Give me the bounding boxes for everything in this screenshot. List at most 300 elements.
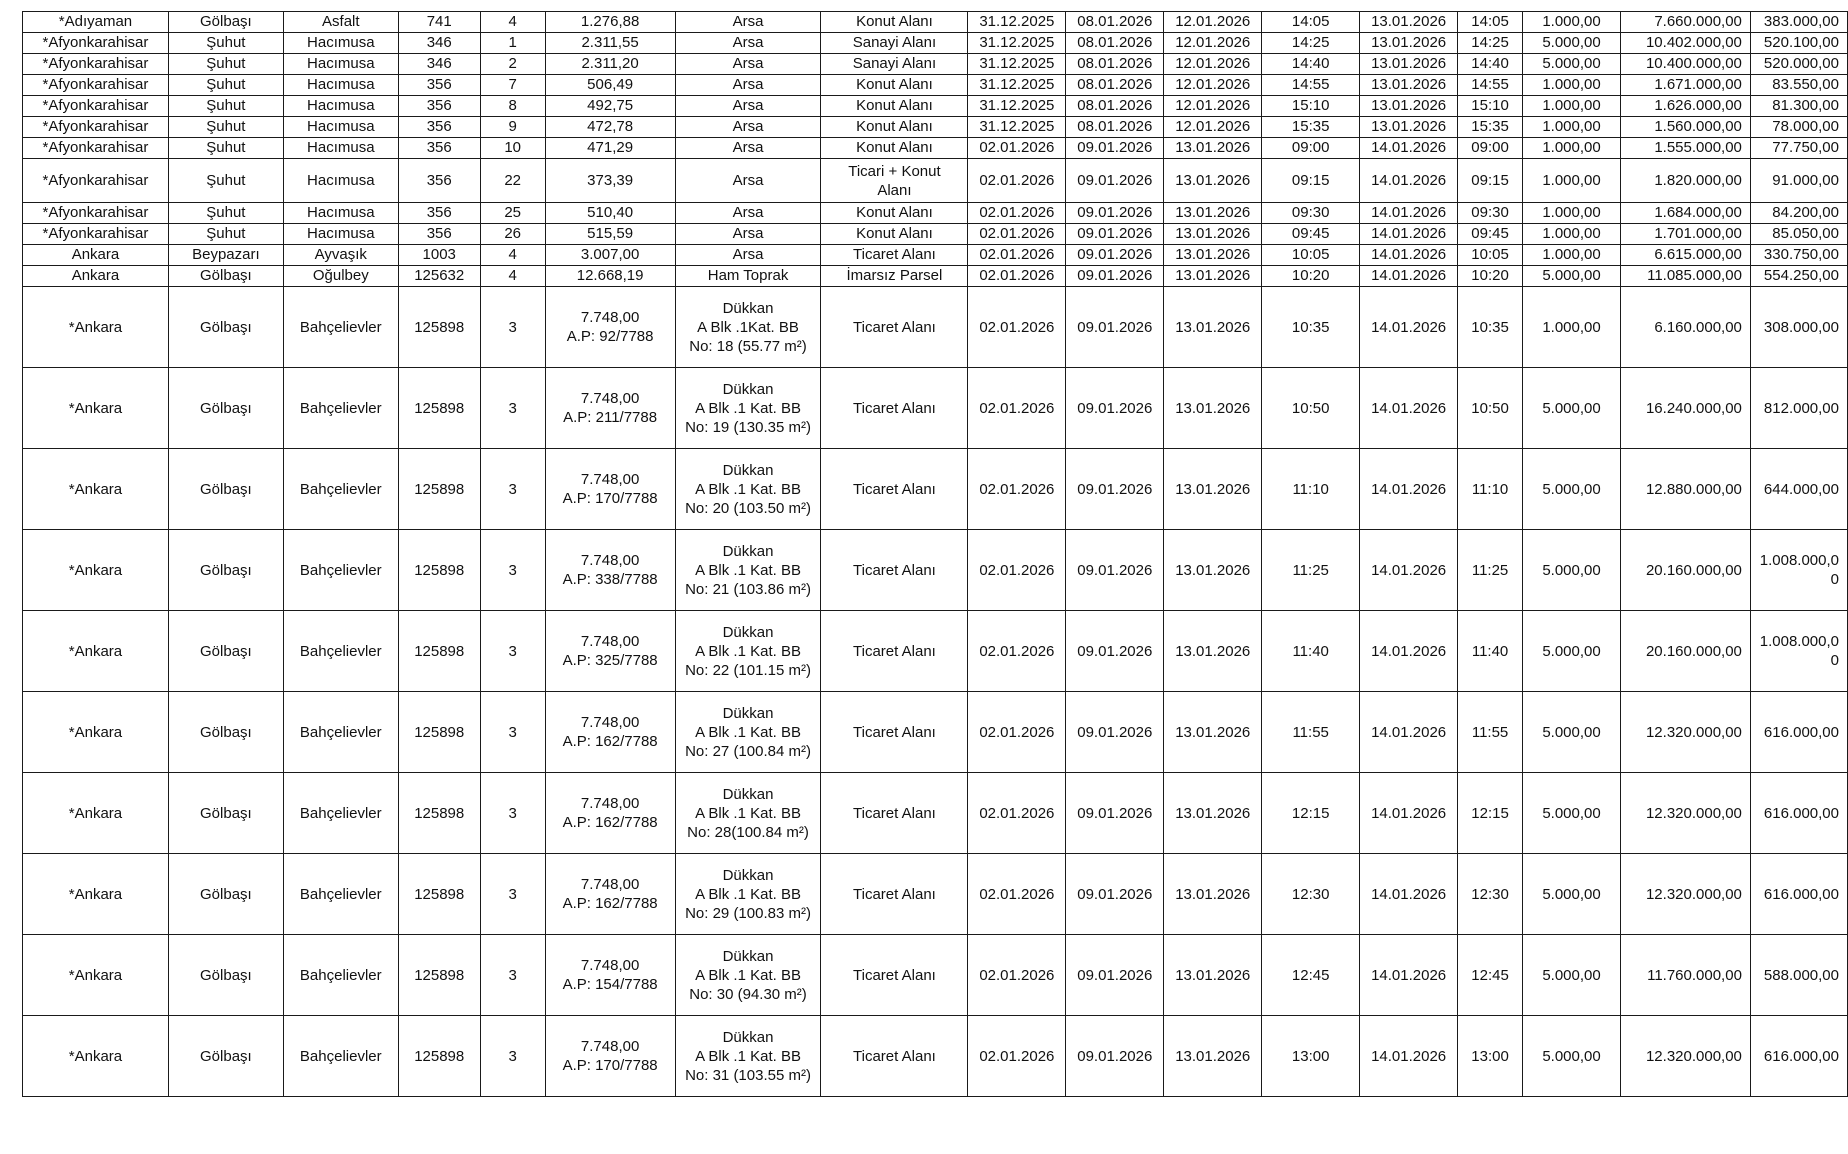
cell-neighborhood: Hacımusa	[283, 117, 398, 138]
cell-time-2: 10:35	[1458, 287, 1523, 368]
cell-property-type-line: A Blk .1 Kat. BB	[695, 804, 801, 822]
cell-area-line: 472,78	[587, 118, 634, 135]
cell-area	[545, 75, 675, 96]
cell-date-1: 02.01.2026	[968, 287, 1066, 368]
cell-date-3: 12.01.2026	[1164, 12, 1262, 33]
cell-area	[545, 203, 675, 224]
cell-zoning-line: Konut Alanı	[856, 76, 933, 93]
cell-neighborhood: Bahçelievler	[283, 530, 398, 611]
cell-province: *Adıyaman	[23, 12, 169, 33]
table-row	[23, 138, 1848, 159]
cell-area-line: 7.748,00	[580, 714, 640, 731]
cell-area-line: 7.748,00	[580, 633, 640, 650]
cell-date-1: 31.12.2025	[968, 75, 1066, 96]
cell-date-4: 13.01.2026	[1360, 96, 1458, 117]
table-row	[23, 203, 1848, 224]
cell-deposit: 644.000,00	[1750, 449, 1847, 530]
cell-zoning-line: Ticaret Alanı	[853, 804, 936, 822]
cell-time-2: 13:00	[1458, 1016, 1523, 1097]
cell-deposit: 1.008.000,00	[1750, 611, 1847, 692]
cell-area-line: A.P: 325/7788	[562, 652, 658, 669]
cell-property-type-line: Arsa	[732, 204, 764, 221]
cell-date-1: 02.01.2026	[968, 530, 1066, 611]
cell-time-2: 10:50	[1458, 368, 1523, 449]
cell-zoning	[821, 54, 968, 75]
cell-time-2: 09:15	[1458, 159, 1523, 203]
cell-time-1: 14:55	[1262, 75, 1360, 96]
cell-property-type-line: Arsa	[732, 246, 764, 263]
cell-property-type-line: A Blk .1 Kat. BB	[695, 561, 801, 579]
cell-block-no: 356	[398, 117, 480, 138]
cell-estimated-value: 12.880.000,00	[1620, 449, 1750, 530]
cell-zoning-line: Konut Alanı	[856, 97, 933, 114]
cell-parcel-no: 3	[480, 773, 545, 854]
cell-bid-increment: 5.000,00	[1523, 935, 1621, 1016]
cell-parcel-no: 8	[480, 96, 545, 117]
cell-estimated-value: 7.660.000,00	[1620, 12, 1750, 33]
cell-block-no: 1003	[398, 245, 480, 266]
cell-deposit: 85.050,00	[1750, 224, 1847, 245]
cell-deposit: 520.000,00	[1750, 54, 1847, 75]
cell-deposit: 588.000,00	[1750, 935, 1847, 1016]
cell-time-2: 10:05	[1458, 245, 1523, 266]
cell-province: *Afyonkarahisar	[23, 33, 169, 54]
cell-property-type-line: Arsa	[732, 118, 764, 135]
cell-parcel-no: 7	[480, 75, 545, 96]
cell-deposit: 84.200,00	[1750, 203, 1847, 224]
cell-zoning	[821, 266, 968, 287]
cell-bid-increment: 5.000,00	[1523, 1016, 1621, 1097]
cell-property-type-line: Dükkan	[722, 542, 774, 560]
cell-province: *Ankara	[23, 854, 169, 935]
cell-property-type	[675, 54, 821, 75]
cell-area-line: A.P: 92/7788	[566, 328, 654, 345]
cell-deposit: 330.750,00	[1750, 245, 1847, 266]
cell-time-1: 10:20	[1262, 266, 1360, 287]
cell-property-type-line: No: 22 (101.15 m²)	[685, 661, 811, 679]
cell-bid-increment: 1.000,00	[1523, 203, 1621, 224]
cell-estimated-value: 10.402.000,00	[1620, 33, 1750, 54]
cell-deposit: 812.000,00	[1750, 368, 1847, 449]
cell-time-1: 15:35	[1262, 117, 1360, 138]
cell-time-1: 09:30	[1262, 203, 1360, 224]
cell-zoning-line: Ticaret Alanı	[853, 966, 936, 984]
cell-area-line: 515,59	[587, 225, 634, 242]
cell-area-line: 3.007,00	[580, 246, 640, 263]
cell-neighborhood: Hacımusa	[283, 33, 398, 54]
cell-date-3: 12.01.2026	[1164, 117, 1262, 138]
cell-parcel-no: 4	[480, 12, 545, 33]
table-row	[23, 1016, 1848, 1097]
cell-time-1: 15:10	[1262, 96, 1360, 117]
cell-area-line: 7.748,00	[580, 390, 640, 407]
cell-time-1: 11:55	[1262, 692, 1360, 773]
cell-property-type-line: A Blk .1 Kat. BB	[695, 399, 801, 417]
cell-date-1: 02.01.2026	[968, 935, 1066, 1016]
cell-estimated-value: 20.160.000,00	[1620, 530, 1750, 611]
cell-time-1: 11:40	[1262, 611, 1360, 692]
cell-block-no: 356	[398, 159, 480, 203]
cell-zoning	[821, 245, 968, 266]
cell-date-4: 13.01.2026	[1360, 54, 1458, 75]
cell-date-4: 14.01.2026	[1360, 773, 1458, 854]
cell-zoning	[821, 692, 968, 773]
cell-estimated-value: 6.615.000,00	[1620, 245, 1750, 266]
cell-zoning-line: Ticari + Konut	[848, 162, 941, 180]
cell-time-2: 09:00	[1458, 138, 1523, 159]
cell-zoning	[821, 935, 968, 1016]
cell-time-1: 14:05	[1262, 12, 1360, 33]
cell-block-no: 125632	[398, 266, 480, 287]
cell-area	[545, 935, 675, 1016]
cell-zoning	[821, 368, 968, 449]
cell-date-4: 14.01.2026	[1360, 611, 1458, 692]
cell-bid-increment: 5.000,00	[1523, 854, 1621, 935]
cell-time-2: 12:30	[1458, 854, 1523, 935]
cell-date-2: 09.01.2026	[1066, 935, 1164, 1016]
table-row	[23, 611, 1848, 692]
cell-block-no: 125898	[398, 692, 480, 773]
cell-date-1: 02.01.2026	[968, 203, 1066, 224]
cell-area-line: 510,40	[587, 204, 634, 221]
cell-province: *Ankara	[23, 530, 169, 611]
cell-property-type-line: A Blk .1 Kat. BB	[695, 480, 801, 498]
cell-area-line: A.P: 162/7788	[562, 733, 658, 750]
cell-time-2: 11:40	[1458, 611, 1523, 692]
cell-date-4: 13.01.2026	[1360, 12, 1458, 33]
cell-neighborhood: Bahçelievler	[283, 1016, 398, 1097]
cell-province: *Afyonkarahisar	[23, 96, 169, 117]
cell-time-2: 14:05	[1458, 12, 1523, 33]
cell-time-1: 10:50	[1262, 368, 1360, 449]
cell-property-type-line: Arsa	[732, 139, 764, 156]
cell-property-type-line: No: 31 (103.55 m²)	[685, 1066, 811, 1084]
cell-date-3: 13.01.2026	[1164, 203, 1262, 224]
property-auction-table	[22, 11, 1848, 1097]
cell-neighborhood: Asfalt	[283, 12, 398, 33]
cell-property-type-line: Dükkan	[722, 785, 774, 803]
cell-bid-increment: 5.000,00	[1523, 266, 1621, 287]
cell-property-type-line: No: 28(100.84 m²)	[687, 823, 809, 841]
cell-date-3: 13.01.2026	[1164, 224, 1262, 245]
cell-date-2: 09.01.2026	[1066, 692, 1164, 773]
cell-date-4: 14.01.2026	[1360, 159, 1458, 203]
cell-date-4: 14.01.2026	[1360, 266, 1458, 287]
cell-area-line: 373,39	[587, 172, 634, 189]
cell-block-no: 125898	[398, 287, 480, 368]
cell-block-no: 356	[398, 75, 480, 96]
cell-date-3: 13.01.2026	[1164, 1016, 1262, 1097]
cell-area-line: 2.311,55	[581, 34, 639, 51]
cell-block-no: 125898	[398, 773, 480, 854]
cell-parcel-no: 10	[480, 138, 545, 159]
cell-time-1: 09:15	[1262, 159, 1360, 203]
cell-neighborhood: Bahçelievler	[283, 449, 398, 530]
table-row	[23, 530, 1848, 611]
cell-date-3: 13.01.2026	[1164, 611, 1262, 692]
cell-property-type	[675, 773, 821, 854]
cell-date-1: 31.12.2025	[968, 33, 1066, 54]
cell-zoning-line: Ticaret Alanı	[853, 885, 936, 903]
table-row	[23, 12, 1848, 33]
cell-date-3: 13.01.2026	[1164, 935, 1262, 1016]
cell-province: *Ankara	[23, 287, 169, 368]
cell-date-4: 13.01.2026	[1360, 117, 1458, 138]
cell-date-2: 09.01.2026	[1066, 159, 1164, 203]
cell-bid-increment: 5.000,00	[1523, 449, 1621, 530]
cell-date-4: 14.01.2026	[1360, 935, 1458, 1016]
cell-zoning	[821, 33, 968, 54]
table-row	[23, 266, 1848, 287]
cell-parcel-no: 4	[480, 245, 545, 266]
cell-province: Ankara	[23, 245, 169, 266]
cell-province: *Ankara	[23, 449, 169, 530]
cell-zoning	[821, 138, 968, 159]
cell-district: Şuhut	[168, 203, 283, 224]
table-body	[23, 12, 1848, 1097]
cell-province: Ankara	[23, 266, 169, 287]
cell-date-1: 02.01.2026	[968, 266, 1066, 287]
cell-zoning	[821, 449, 968, 530]
cell-property-type-line: Arsa	[732, 172, 764, 189]
cell-deposit: 91.000,00	[1750, 159, 1847, 203]
cell-estimated-value: 10.400.000,00	[1620, 54, 1750, 75]
cell-bid-increment: 1.000,00	[1523, 117, 1621, 138]
cell-parcel-no: 1	[480, 33, 545, 54]
cell-zoning	[821, 773, 968, 854]
cell-area	[545, 96, 675, 117]
cell-date-1: 02.01.2026	[968, 692, 1066, 773]
cell-date-1: 02.01.2026	[968, 138, 1066, 159]
cell-parcel-no: 2	[480, 54, 545, 75]
cell-time-1: 12:30	[1262, 854, 1360, 935]
cell-deposit: 554.250,00	[1750, 266, 1847, 287]
cell-area	[545, 54, 675, 75]
cell-estimated-value: 1.701.000,00	[1620, 224, 1750, 245]
cell-date-4: 14.01.2026	[1360, 245, 1458, 266]
cell-property-type-line: Arsa	[732, 97, 764, 114]
cell-date-3: 13.01.2026	[1164, 245, 1262, 266]
cell-area	[545, 611, 675, 692]
cell-property-type	[675, 266, 821, 287]
cell-date-3: 13.01.2026	[1164, 138, 1262, 159]
cell-date-1: 02.01.2026	[968, 773, 1066, 854]
cell-zoning-line: Konut Alanı	[856, 204, 933, 221]
cell-time-2: 14:40	[1458, 54, 1523, 75]
cell-block-no: 125898	[398, 368, 480, 449]
cell-area-line: 7.748,00	[580, 552, 640, 569]
cell-block-no: 125898	[398, 611, 480, 692]
cell-area	[545, 530, 675, 611]
cell-parcel-no: 3	[480, 935, 545, 1016]
cell-block-no: 125898	[398, 1016, 480, 1097]
cell-area-line: A.P: 162/7788	[562, 895, 658, 912]
cell-zoning-line: Konut Alanı	[856, 225, 933, 242]
cell-district: Şuhut	[168, 224, 283, 245]
cell-block-no: 346	[398, 54, 480, 75]
cell-zoning	[821, 203, 968, 224]
cell-time-1: 14:40	[1262, 54, 1360, 75]
cell-date-3: 13.01.2026	[1164, 449, 1262, 530]
cell-date-4: 14.01.2026	[1360, 368, 1458, 449]
cell-zoning	[821, 224, 968, 245]
cell-parcel-no: 26	[480, 224, 545, 245]
cell-time-1: 11:25	[1262, 530, 1360, 611]
cell-area-line: 7.748,00	[580, 1038, 640, 1055]
cell-estimated-value: 6.160.000,00	[1620, 287, 1750, 368]
cell-date-1: 02.01.2026	[968, 224, 1066, 245]
table-row	[23, 75, 1848, 96]
cell-time-2: 12:15	[1458, 773, 1523, 854]
cell-block-no: 356	[398, 203, 480, 224]
cell-district: Gölbaşı	[168, 773, 283, 854]
cell-property-type-line: A Blk .1 Kat. BB	[695, 642, 801, 660]
cell-property-type	[675, 449, 821, 530]
cell-zoning-line: Ticaret Alanı	[853, 399, 936, 417]
cell-area-line: 492,75	[587, 97, 634, 114]
cell-property-type	[675, 138, 821, 159]
table-row	[23, 33, 1848, 54]
cell-date-2: 09.01.2026	[1066, 224, 1164, 245]
cell-property-type-line: Dükkan	[722, 299, 774, 317]
cell-time-1: 09:00	[1262, 138, 1360, 159]
cell-neighborhood: Bahçelievler	[283, 287, 398, 368]
cell-estimated-value: 12.320.000,00	[1620, 854, 1750, 935]
cell-property-type	[675, 1016, 821, 1097]
cell-block-no: 356	[398, 96, 480, 117]
cell-deposit: 520.100,00	[1750, 33, 1847, 54]
cell-time-1: 14:25	[1262, 33, 1360, 54]
cell-time-2: 12:45	[1458, 935, 1523, 1016]
cell-bid-increment: 1.000,00	[1523, 245, 1621, 266]
cell-area	[545, 33, 675, 54]
cell-district: Gölbaşı	[168, 530, 283, 611]
cell-area-line: A.P: 154/7788	[562, 976, 658, 993]
cell-time-2: 11:25	[1458, 530, 1523, 611]
cell-zoning-line: Ticaret Alanı	[853, 642, 936, 660]
cell-bid-increment: 5.000,00	[1523, 611, 1621, 692]
cell-neighborhood: Bahçelievler	[283, 611, 398, 692]
cell-property-type-line: Arsa	[732, 34, 764, 51]
cell-date-1: 02.01.2026	[968, 368, 1066, 449]
cell-date-2: 09.01.2026	[1066, 449, 1164, 530]
cell-deposit: 308.000,00	[1750, 287, 1847, 368]
cell-estimated-value: 11.085.000,00	[1620, 266, 1750, 287]
cell-district: Şuhut	[168, 33, 283, 54]
cell-property-type-line: Arsa	[732, 55, 764, 72]
cell-parcel-no: 3	[480, 854, 545, 935]
cell-property-type-line: No: 30 (94.30 m²)	[689, 985, 807, 1003]
cell-property-type	[675, 33, 821, 54]
cell-area	[545, 159, 675, 203]
cell-property-type-line: Arsa	[732, 76, 764, 93]
cell-property-type-line: Arsa	[732, 13, 764, 30]
cell-property-type-line: No: 21 (103.86 m²)	[685, 580, 811, 598]
cell-property-type	[675, 368, 821, 449]
cell-date-3: 13.01.2026	[1164, 266, 1262, 287]
cell-district: Şuhut	[168, 117, 283, 138]
cell-property-type-line: No: 19 (130.35 m²)	[685, 418, 811, 436]
cell-date-1: 02.01.2026	[968, 245, 1066, 266]
cell-neighborhood: Bahçelievler	[283, 854, 398, 935]
cell-area	[545, 773, 675, 854]
cell-area-line: A.P: 170/7788	[562, 490, 658, 507]
table-row	[23, 96, 1848, 117]
cell-province: *Afyonkarahisar	[23, 117, 169, 138]
cell-date-4: 14.01.2026	[1360, 854, 1458, 935]
cell-zoning	[821, 75, 968, 96]
cell-parcel-no: 3	[480, 287, 545, 368]
cell-property-type	[675, 159, 821, 203]
cell-area-line: 7.748,00	[580, 876, 640, 893]
cell-province: *Ankara	[23, 692, 169, 773]
cell-property-type-line: Dükkan	[722, 461, 774, 479]
cell-date-4: 14.01.2026	[1360, 287, 1458, 368]
cell-property-type	[675, 96, 821, 117]
cell-date-2: 08.01.2026	[1066, 33, 1164, 54]
cell-district: Gölbaşı	[168, 266, 283, 287]
cell-date-3: 12.01.2026	[1164, 75, 1262, 96]
table-row	[23, 773, 1848, 854]
cell-province: *Ankara	[23, 935, 169, 1016]
cell-area	[545, 449, 675, 530]
cell-estimated-value: 12.320.000,00	[1620, 692, 1750, 773]
cell-parcel-no: 3	[480, 530, 545, 611]
table-row	[23, 692, 1848, 773]
cell-date-3: 13.01.2026	[1164, 368, 1262, 449]
cell-neighborhood: Hacımusa	[283, 75, 398, 96]
cell-province: *Ankara	[23, 368, 169, 449]
cell-date-2: 09.01.2026	[1066, 530, 1164, 611]
cell-deposit: 81.300,00	[1750, 96, 1847, 117]
cell-property-type	[675, 117, 821, 138]
cell-district: Gölbaşı	[168, 287, 283, 368]
cell-zoning	[821, 287, 968, 368]
cell-date-2: 09.01.2026	[1066, 287, 1164, 368]
cell-bid-increment: 5.000,00	[1523, 54, 1621, 75]
cell-parcel-no: 3	[480, 449, 545, 530]
cell-property-type-line: Ham Toprak	[707, 267, 789, 284]
cell-bid-increment: 1.000,00	[1523, 96, 1621, 117]
cell-neighborhood: Bahçelievler	[283, 935, 398, 1016]
cell-property-type-line: Dükkan	[722, 380, 774, 398]
cell-date-3: 13.01.2026	[1164, 287, 1262, 368]
cell-zoning-line: Konut Alanı	[856, 13, 933, 30]
cell-property-type	[675, 854, 821, 935]
cell-block-no: 125898	[398, 854, 480, 935]
cell-neighborhood: Hacımusa	[283, 203, 398, 224]
cell-parcel-no: 3	[480, 1016, 545, 1097]
cell-estimated-value: 16.240.000,00	[1620, 368, 1750, 449]
cell-province: *Afyonkarahisar	[23, 159, 169, 203]
cell-zoning	[821, 12, 968, 33]
cell-date-4: 14.01.2026	[1360, 224, 1458, 245]
cell-date-3: 12.01.2026	[1164, 54, 1262, 75]
cell-time-2: 15:35	[1458, 117, 1523, 138]
cell-time-1: 12:45	[1262, 935, 1360, 1016]
cell-date-2: 09.01.2026	[1066, 611, 1164, 692]
cell-bid-increment: 1.000,00	[1523, 287, 1621, 368]
cell-neighborhood: Bahçelievler	[283, 692, 398, 773]
cell-property-type	[675, 224, 821, 245]
cell-area	[545, 368, 675, 449]
cell-estimated-value: 20.160.000,00	[1620, 611, 1750, 692]
cell-zoning-line: Ticaret Alanı	[853, 318, 936, 336]
cell-province: *Afyonkarahisar	[23, 75, 169, 96]
cell-property-type	[675, 530, 821, 611]
cell-date-3: 13.01.2026	[1164, 692, 1262, 773]
cell-district: Gölbaşı	[168, 611, 283, 692]
